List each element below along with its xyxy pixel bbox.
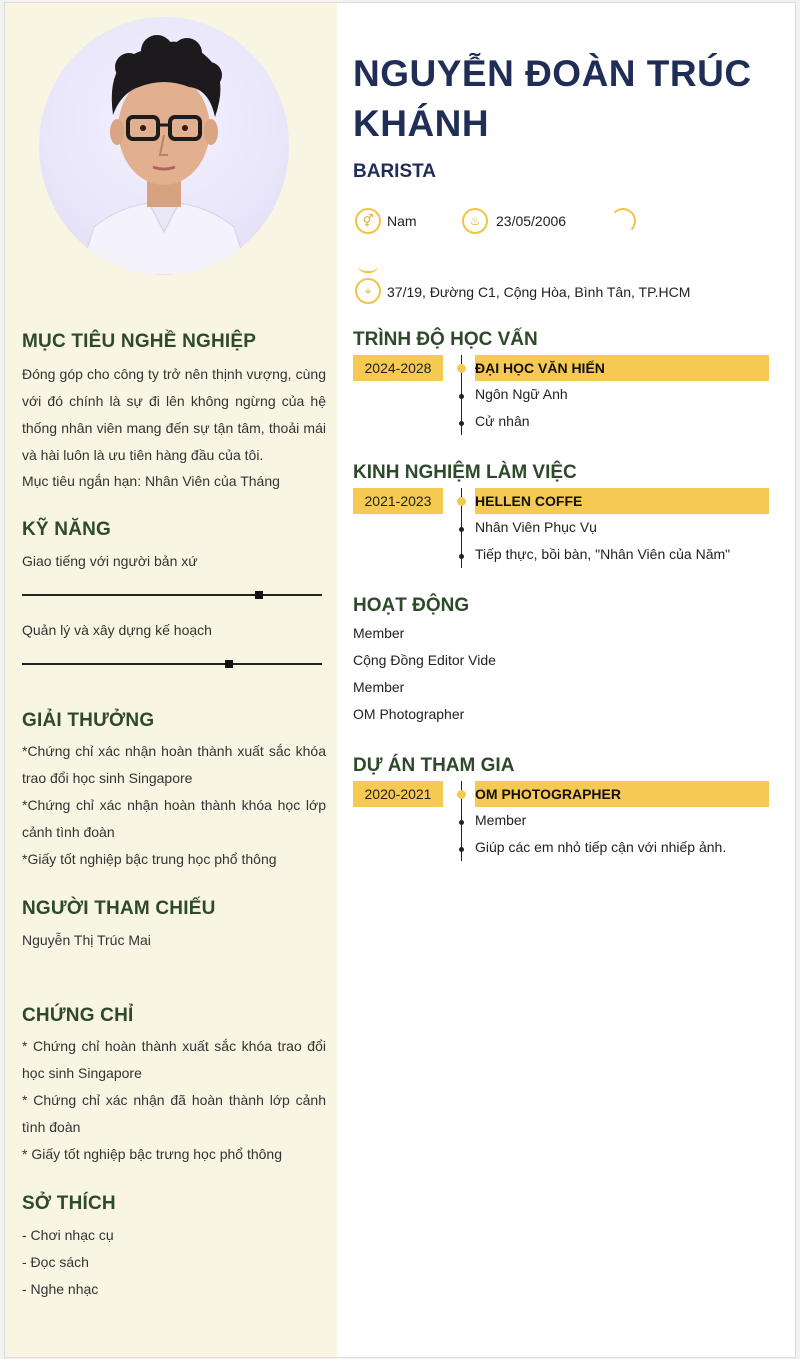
skill-label: Quản lý và xây dựng kế hoạch xyxy=(22,622,212,638)
project-date: 2020-2021 xyxy=(353,781,443,807)
activity-item: Member xyxy=(353,625,405,641)
certificate-item: * Chứng chỉ xác nhận đã hoàn thành lớp cảnh tình đoàn xyxy=(22,1092,326,1135)
project-detail: Member xyxy=(475,812,527,828)
experience-detail: Nhân Viên Phục Vụ xyxy=(475,519,597,535)
skill-level-knob xyxy=(255,591,263,599)
activity-item: Cộng Đồng Editor Vide xyxy=(353,652,496,668)
experience-title: KINH NGHIỆM LÀM VIỆC xyxy=(353,462,577,483)
education-detail: Cử nhân xyxy=(475,413,530,429)
experience-date: 2021-2023 xyxy=(353,488,443,514)
timeline-dot xyxy=(459,820,464,825)
project-org: OM PHOTOGRAPHER xyxy=(475,781,769,807)
timeline-dot xyxy=(459,394,464,399)
hobby-item: - Đọc sách xyxy=(22,1254,89,1270)
award-item: *Chứng chỉ xác nhận hoàn thành khóa học lớp cảnh tình đoàn xyxy=(22,797,326,840)
hobbies-title: SỞ THÍCH xyxy=(22,1193,116,1214)
skills-title: KỸ NĂNG xyxy=(22,519,112,540)
objective-text: Đóng góp cho công ty trở nên thịnh vượng, cùng với đó chính là sự đi lên không ngừng của hệ thống nhân viên mang đến sự tận tâm, thoải mái và hài luôn là ưu tiên hàng đầu của tôi. xyxy=(22,366,326,463)
activity-item: OM Photographer xyxy=(353,706,465,722)
full-name: NGUYỄN ĐOÀN TRÚC KHÁNH xyxy=(353,53,752,144)
gender-icon: ⚥ xyxy=(355,208,381,234)
skill-level-bar xyxy=(22,594,322,596)
objective-short-term: Mục tiêu ngắn hạn: Nhân Viên của Tháng xyxy=(22,473,280,489)
objective-title: MỤC TIÊU NGHỀ NGHIỆP xyxy=(22,331,257,352)
timeline-dot xyxy=(457,790,466,799)
birthday-value: 23/05/2006 xyxy=(496,213,567,229)
education-title: TRÌNH ĐỘ HỌC VẤN xyxy=(353,329,538,350)
phone-icon xyxy=(610,208,636,234)
sidebar xyxy=(5,3,337,1357)
timeline-dot xyxy=(459,554,464,559)
decorative-arc xyxy=(358,265,378,273)
education-org: ĐẠI HỌC VĂN HIẾN xyxy=(475,355,769,381)
hobby-item: - Chơi nhạc cụ xyxy=(22,1227,114,1243)
location-pin-icon: ⌖ xyxy=(355,278,381,304)
timeline-dot xyxy=(459,527,464,532)
hobby-item: - Nghe nhạc xyxy=(22,1281,99,1297)
timeline-dot xyxy=(459,421,464,426)
address-value: 37/19, Đường C1, Cộng Hòa, Bình Tân, TP.HCM xyxy=(387,284,691,300)
experience-org: HELLEN COFFE xyxy=(475,488,769,514)
projects-title: DỰ ÁN THAM GIA xyxy=(353,755,515,776)
references-title: NGƯỜI THAM CHIẾU xyxy=(22,898,216,919)
education-date: 2024-2028 xyxy=(353,355,443,381)
certificate-item: * Chứng chỉ hoàn thành xuất sắc khóa trao đổi học sinh Singapore xyxy=(22,1038,326,1081)
skill-level-bar xyxy=(22,663,322,665)
project-detail: Giúp các em nhỏ tiếp cận với nhiếp ảnh. xyxy=(475,839,727,855)
skill-level-knob xyxy=(225,660,233,668)
cake-icon: ♨ xyxy=(462,208,488,234)
awards-title: GIẢI THƯỞNG xyxy=(22,710,155,731)
timeline-dot xyxy=(457,497,466,506)
avatar xyxy=(39,17,289,275)
activities-title: HOẠT ĐỘNG xyxy=(353,595,470,616)
certificate-item: * Giấy tốt nghiệp bậc trưng học phổ thông xyxy=(22,1146,282,1162)
gender-value: Nam xyxy=(387,213,417,229)
cv-page xyxy=(4,2,796,1358)
skill-label: Giao tiếng với người bản xứ xyxy=(22,553,198,569)
certificates-title: CHỨNG CHỈ xyxy=(22,1005,134,1026)
timeline-dot xyxy=(457,364,466,373)
award-item: *Chứng chỉ xác nhận hoàn thành xuất sắc khóa trao đổi học sinh Singapore xyxy=(22,743,326,786)
job-title: BARISTA xyxy=(353,161,437,182)
activity-item: Member xyxy=(353,679,405,695)
education-detail: Ngôn Ngữ Anh xyxy=(475,386,568,402)
timeline-dot xyxy=(459,847,464,852)
reference-name: Nguyễn Thị Trúc Mai xyxy=(22,932,151,948)
experience-detail: Tiếp thực, bồi bàn, "Nhân Viên của Năm" xyxy=(475,546,731,562)
award-item: *Giấy tốt nghiệp bậc trung học phổ thông xyxy=(22,851,277,867)
